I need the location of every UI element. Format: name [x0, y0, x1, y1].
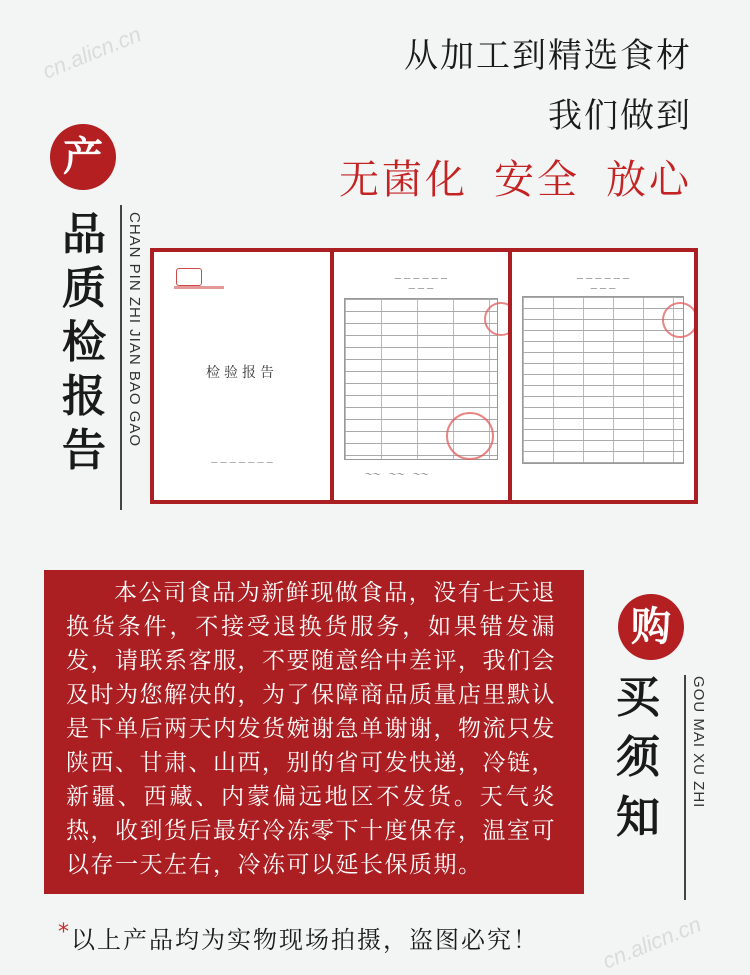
headline-line-2: 我们做到 — [548, 96, 692, 136]
logo-caption-bar — [174, 286, 224, 289]
report-cover-page — [154, 252, 330, 500]
report-table — [522, 296, 684, 464]
inspection-report-images — [150, 248, 698, 504]
purchase-badge: 购 — [618, 594, 684, 660]
report-detail-page-2 — [512, 252, 694, 500]
promise-sterile: 无菌化 — [339, 157, 468, 203]
quality-pinyin: CHAN PIN ZHI JIAN BAO GAO — [126, 212, 143, 448]
quality-badge: 产 — [50, 124, 116, 190]
report-header-line: — — — — — — — [394, 274, 448, 282]
quality-divider — [120, 205, 122, 510]
promise-safe: 安全 — [494, 157, 580, 203]
report-detail-page-1 — [334, 252, 508, 500]
report-cover-title: 检验报告 — [206, 365, 278, 381]
purchase-pinyin: GOU MAI XU ZHI — [690, 676, 707, 809]
quality-title: 品质检报告 — [62, 209, 106, 476]
purchase-notice-box — [44, 570, 584, 894]
report-header-line: — — — — [408, 284, 434, 292]
asterisk-mark: * — [58, 920, 71, 945]
official-stamp-icon — [446, 412, 494, 460]
watermark: cn.alicn.cn — [38, 21, 145, 84]
report-cover-footer: — — — — — — — — [210, 458, 274, 466]
report-header-line: — — — — — — — [576, 274, 630, 282]
cma-logo-icon — [176, 268, 202, 286]
footnote-text: 以上产品均为实物现场拍摄，盗图必究！ — [71, 926, 539, 954]
footnote — [58, 920, 539, 955]
purchase-notice-text: 本公司食品为新鲜现做食品，没有七天退换货条件，不接受退换货服务，如果错发漏发，请联系客服，不要随意给中差评，我们会及时为您解决的，为了保障商品质量店里默认是下单后两天内发货婉谢急单谢谢，物流只发陕西、甘肃、山西，别的省可发快递，冷链，新疆、西藏、内蒙偏远地区不发货。天气炎热，收到货后最好冷冻零下十度保存，温室可以存一天左右，冷冻可以延长保质期。 — [66, 580, 556, 878]
purchase-divider — [684, 675, 686, 900]
promise-assured: 放心 — [606, 157, 692, 203]
headline-line-1: 从加工到精选食材 — [404, 36, 692, 76]
promise-line — [339, 148, 692, 205]
report-header-line: — — — — [590, 284, 616, 292]
official-stamp-icon — [662, 302, 694, 338]
watermark: cn.alicn.cn — [598, 911, 705, 974]
signature-mark: ～～ ～～ ～～ — [364, 470, 428, 479]
purchase-title: 买须知 — [616, 672, 660, 843]
